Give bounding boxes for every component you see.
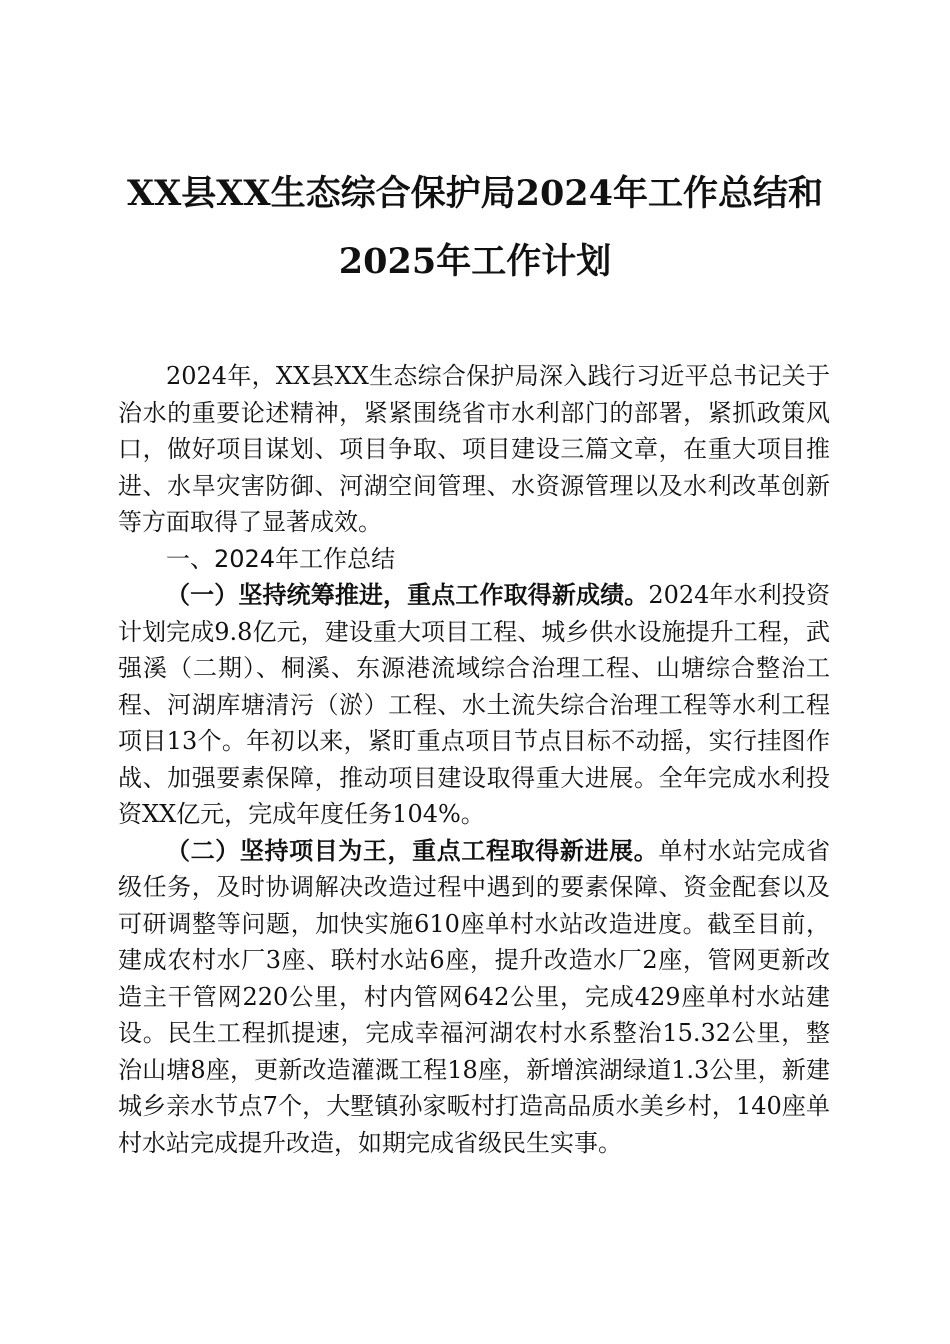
- paragraph-item-1: [118, 577, 830, 833]
- document-body: [118, 358, 830, 1161]
- item-2-lead: （二）坚持项目为王，重点工程取得新进展。: [166, 835, 659, 865]
- intro-paragraph: 2024年，XX县XX生态综合保护局深入践行习近平总书记关于治水的重要论述精神，紧紧围绕省市水利部门的部署，紧抓政策风口，做好项目谋划、项目争取、项目建设三篇文章，在重大项目推进、水旱灾害防御、河湖空间管理、水资源管理以及水利改革创新等方面取得了显著成效。: [118, 362, 830, 536]
- document-title-line-1: XX县XX生态综合保护局2024年工作总结和: [126, 173, 824, 214]
- item-1-body: 2024年水利投资计划完成9.8亿元，建设重大项目工程、城乡供水设施提升工程，武强溪（二期）、桐溪、东源港流域综合治理工程、山塘综合整治工程、河湖库塘清污（淤）工程、水土流失综合治理工程等水利工程项目13个。年初以来，紧盯重点项目节点目标不动摇，实行挂图作战、加强要素保障，推动项目建设取得重大进展。全年完成水利投资XX亿元，完成年度任务104%。: [118, 581, 831, 828]
- item-2-body: 单村水站完成省级任务，及时协调解决改造过程中遇到的要素保障、资金配套以及可研调整等问题，加快实施610座单村水站改造进度。截至目前，建成农村水厂3座、联村水站6座，提升改造水厂2座，管网更新改造主干管网220公里，村内管网642公里，完成429座单村水站建设。民生工程抓提速，完成幸福河湖农村水系整治15.32公里，整治山塘8座，更新改造灌溉工程18座，新增滨湖绿道1.3公里，新建城乡亲水节点7个，大墅镇孙家畈村打造高品质水美乡村，140座单村水站完成提升改造，如期完成省级民生实事。: [118, 836, 831, 1157]
- document-title-line-2: 2025年工作计划: [338, 241, 612, 282]
- section-heading-summary: 一、2024年工作总结: [166, 544, 396, 573]
- item-1-lead: （一）坚持统筹推进，重点工作取得新成绩。: [166, 580, 649, 609]
- paragraph-item-2: [118, 833, 830, 1162]
